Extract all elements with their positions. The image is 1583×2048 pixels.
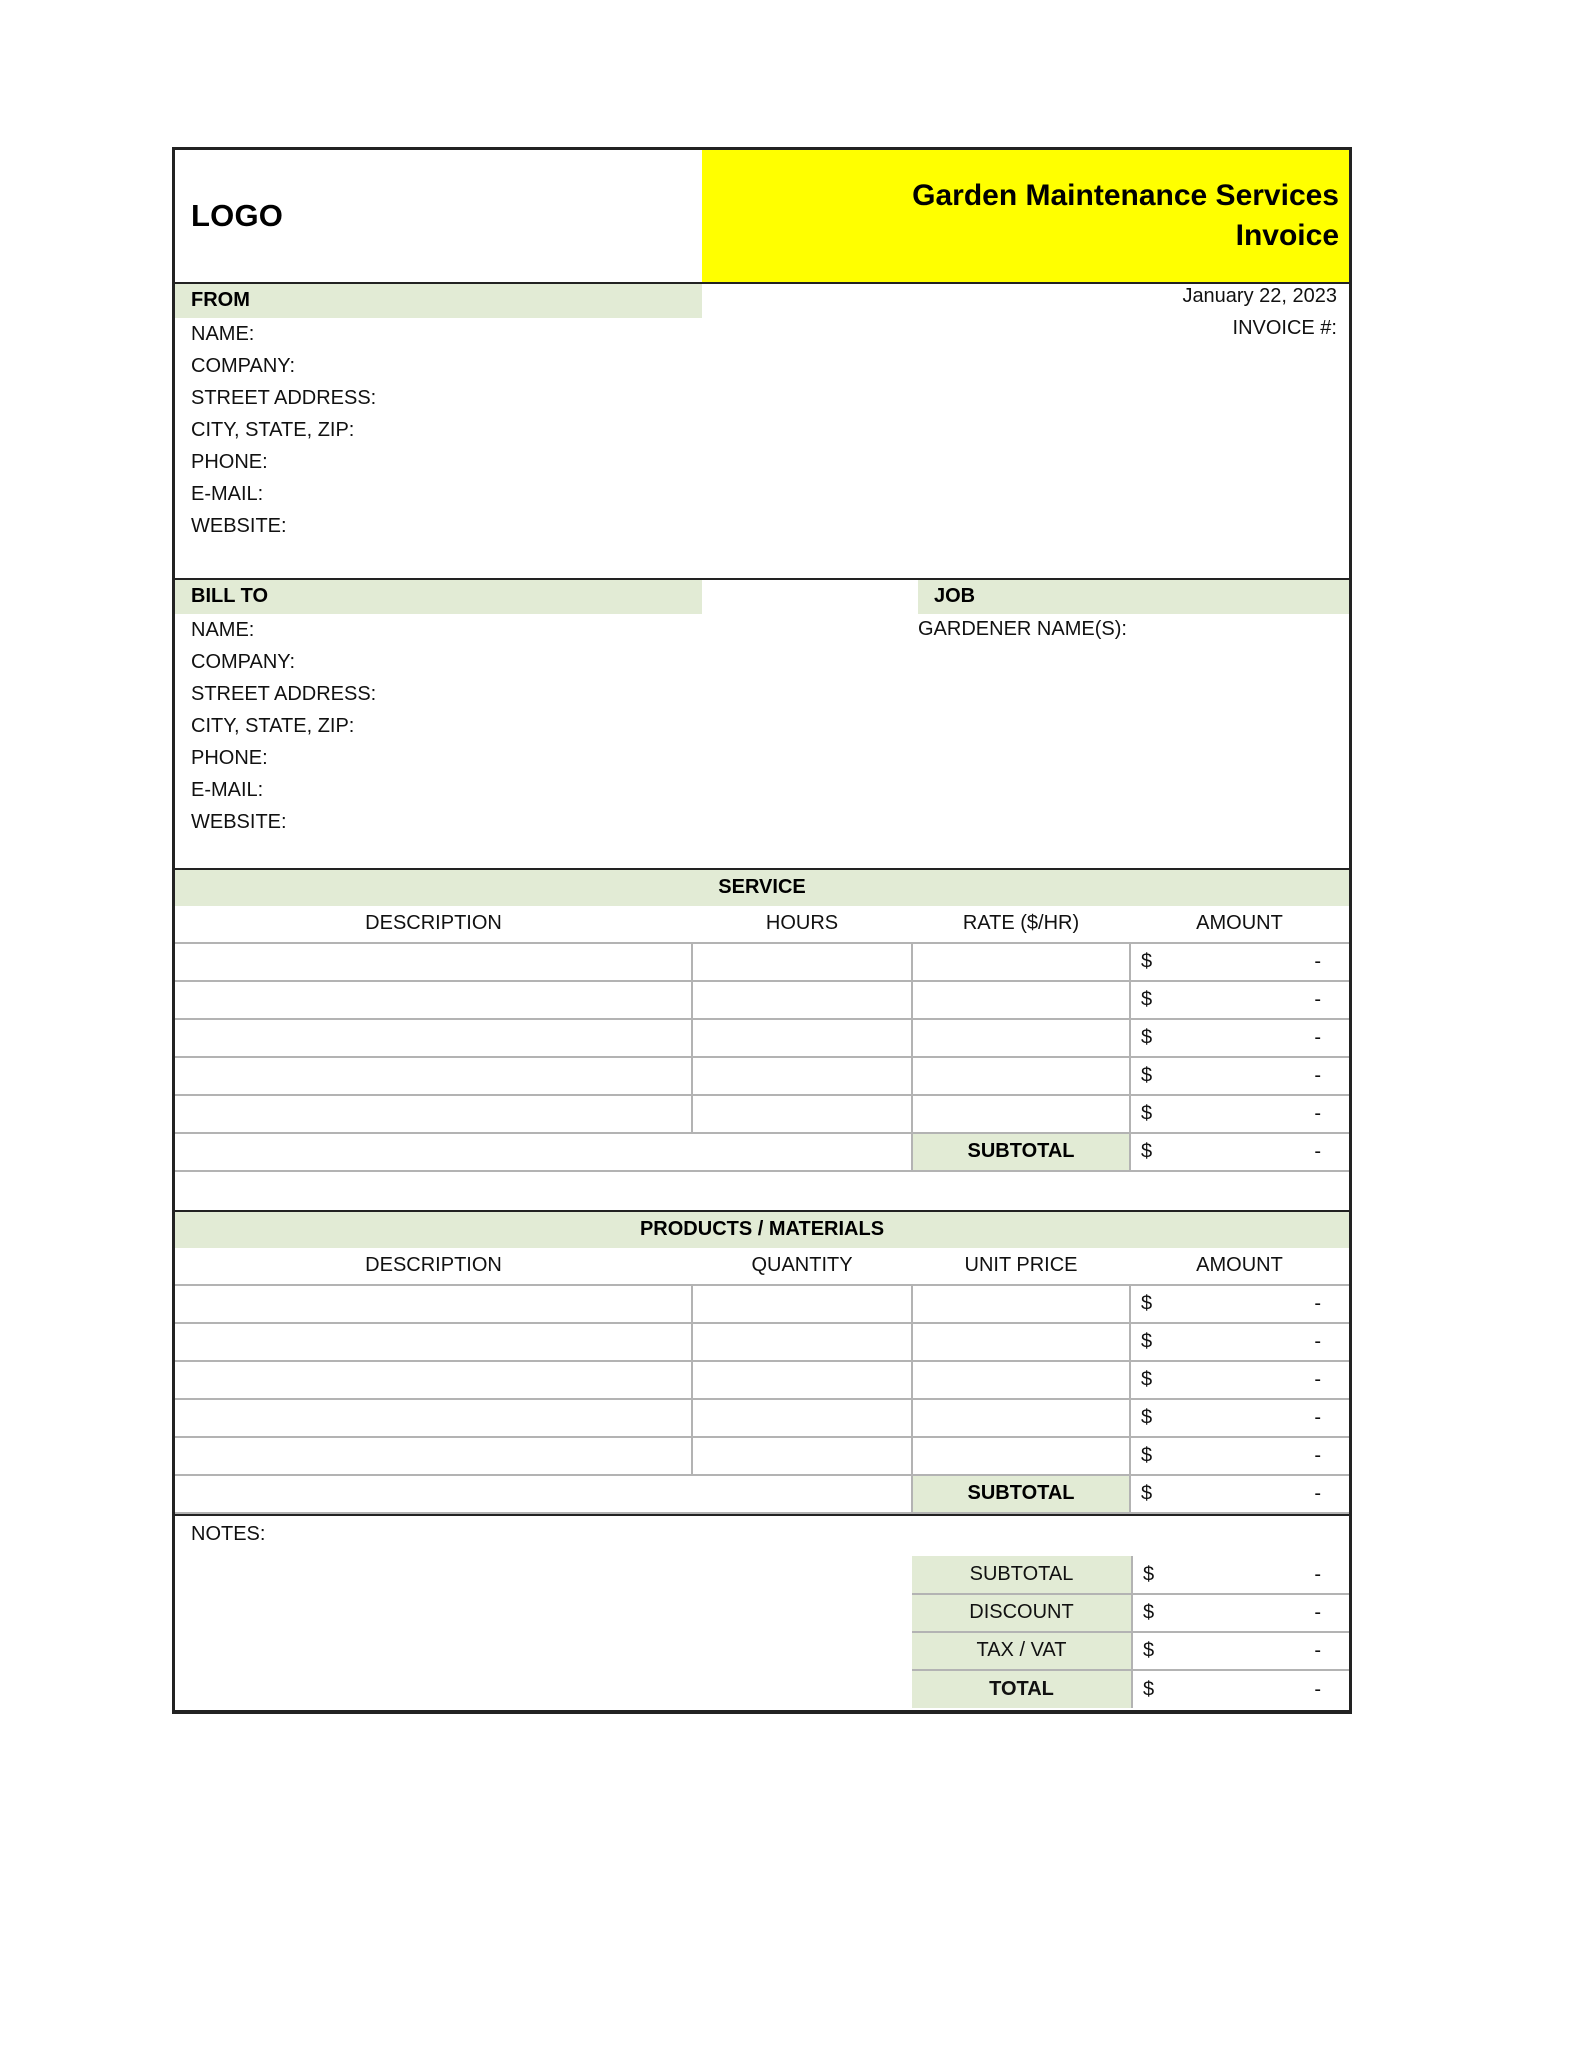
from-field-name[interactable]: NAME: [191,323,255,345]
products-col-quantity: QUANTITY [692,1248,912,1285]
currency-symbol: $ [1141,1406,1153,1429]
from-field-phone[interactable]: PHONE: [191,451,268,473]
products-col-description: DESCRIPTION [175,1248,692,1285]
totals-label-subtotal: SUBTOTAL [912,1556,1132,1594]
currency-symbol: $ [1141,1330,1153,1353]
table-row[interactable] [175,943,1349,981]
amount-value: - [1314,1406,1322,1429]
products-cell-amount [1130,1323,1349,1361]
invoice-date: January 22, 2023 [1182,285,1337,307]
invoice-meta [1182,280,1337,344]
table-row[interactable] [175,1285,1349,1323]
amount-value: - [1314,1563,1321,1585]
amount-value: - [1314,950,1322,973]
document-type-title: Invoice [1235,219,1339,252]
products-cell-description[interactable] [175,1437,692,1475]
table-row[interactable] [175,1057,1349,1095]
products-subtotal-amount [1130,1475,1349,1513]
products-cell-unit-price[interactable] [912,1285,1130,1323]
service-cell-hours[interactable] [692,1019,912,1057]
service-cell-rate[interactable] [912,1057,1130,1095]
products-cell-quantity[interactable] [692,1437,912,1475]
table-row[interactable] [175,1095,1349,1133]
invoice-header [175,150,1349,284]
totals-amount-tax-vat [1132,1632,1349,1670]
service-cell-description[interactable] [175,943,692,981]
logo-placeholder[interactable]: LOGO [191,198,284,233]
table-row[interactable] [175,981,1349,1019]
products-cell-description[interactable] [175,1285,692,1323]
products-section-title-row [175,1212,1349,1248]
invoice-title-block [702,150,1349,282]
products-section-title: PRODUCTS / MATERIALS [175,1212,1349,1248]
products-column-header-row [175,1248,1349,1285]
amount-value: - [1314,1064,1322,1087]
bill-to-field-email[interactable]: E-MAIL: [191,779,264,801]
table-row[interactable] [175,1437,1349,1475]
products-subtotal-row [175,1475,1349,1513]
bill-to-bottom-spacer [175,838,1349,868]
products-cell-amount [1130,1399,1349,1437]
bill-to-field-city-state-zip[interactable]: CITY, STATE, ZIP: [191,715,355,737]
amount-value: - [1314,1292,1322,1315]
totals-row-total [912,1670,1349,1708]
totals-amount-total [1132,1670,1349,1708]
company-title: Garden Maintenance Services [912,179,1339,213]
currency-symbol: $ [1141,1064,1153,1087]
products-cell-quantity[interactable] [692,1399,912,1437]
from-field-email[interactable]: E-MAIL: [191,483,264,505]
products-cell-description[interactable] [175,1361,692,1399]
products-cell-quantity[interactable] [692,1323,912,1361]
currency-symbol: $ [1141,1102,1153,1125]
amount-value: - [1314,1368,1322,1391]
from-field-city-state-zip[interactable]: CITY, STATE, ZIP: [191,419,355,441]
currency-symbol: $ [1141,950,1153,973]
currency-symbol: $ [1143,1678,1155,1700]
products-cell-quantity[interactable] [692,1285,912,1323]
products-materials-table [175,1212,1349,1514]
amount-value: - [1314,1482,1322,1505]
currency-symbol: $ [1141,1482,1153,1505]
service-subtotal-row [175,1133,1349,1171]
bill-to-field-street-address[interactable]: STREET ADDRESS: [191,683,377,705]
totals-label-discount: DISCOUNT [912,1594,1132,1632]
service-cell-hours[interactable] [692,1057,912,1095]
products-cell-unit-price[interactable] [912,1323,1130,1361]
service-col-rate: RATE ($/HR) [912,906,1130,943]
service-cell-hours[interactable] [692,1095,912,1133]
currency-symbol: $ [1141,1368,1153,1391]
products-cell-amount [1130,1437,1349,1475]
service-col-description: DESCRIPTION [175,906,692,943]
amount-value: - [1314,1678,1321,1700]
products-cell-unit-price[interactable] [912,1361,1130,1399]
service-col-hours: HOURS [692,906,912,943]
service-col-amount: AMOUNT [1130,906,1349,943]
bill-to-field-company[interactable]: COMPANY: [191,651,296,673]
products-cell-amount [1130,1361,1349,1399]
amount-value: - [1314,1026,1322,1049]
totals-table [912,1556,1349,1708]
amount-value: - [1314,1102,1322,1125]
bill-to-body [175,614,1349,868]
table-row[interactable] [175,1399,1349,1437]
bill-to-job-band-gap [702,580,918,614]
service-subtotal-spacer [175,1133,912,1171]
from-band-row [175,284,1349,318]
totals-row-discount [912,1594,1349,1632]
notes-label[interactable]: NOTES: [191,1523,266,1545]
table-row[interactable] [175,1361,1349,1399]
currency-symbol: $ [1141,1292,1153,1315]
bill-to-field-website[interactable]: WEBSITE: [191,811,287,833]
totals-label-tax-vat: TAX / VAT [912,1632,1132,1670]
service-cell-rate[interactable] [912,1019,1130,1057]
service-cell-description[interactable] [175,1095,692,1133]
products-col-unit-price: UNIT PRICE [912,1248,1130,1285]
from-section [175,284,1349,580]
service-cell-amount [1130,1057,1349,1095]
products-cell-quantity[interactable] [692,1361,912,1399]
service-subtotal-label: SUBTOTAL [912,1133,1130,1171]
service-cell-hours[interactable] [692,981,912,1019]
section-gap-cell [175,1171,1349,1211]
amount-value: - [1314,988,1322,1011]
from-field-street-address[interactable]: STREET ADDRESS: [191,387,377,409]
currency-symbol: $ [1141,988,1153,1011]
currency-symbol: $ [1141,1026,1153,1049]
products-cell-description[interactable] [175,1323,692,1361]
invoice-sheet [172,147,1352,1714]
notes-and-totals-section [175,1514,1349,1710]
service-cell-rate[interactable] [912,943,1130,981]
from-band-label: FROM [175,284,702,318]
from-field-company[interactable]: COMPANY: [191,355,296,377]
service-column-header-row [175,906,1349,943]
service-cell-amount [1130,943,1349,981]
service-cell-hours[interactable] [692,943,912,981]
totals-row-subtotal [912,1556,1349,1594]
bill-to-field-phone[interactable]: PHONE: [191,747,268,769]
service-section-title-row [175,870,1349,906]
products-cell-unit-price[interactable] [912,1437,1130,1475]
products-subtotal-spacer [175,1475,912,1513]
products-subtotal-label: SUBTOTAL [912,1475,1130,1513]
bill-to-band-label: BILL TO [175,580,702,614]
totals-label-total: TOTAL [912,1670,1132,1708]
table-row[interactable] [175,1019,1349,1057]
amount-value: - [1314,1639,1321,1662]
service-subtotal-amount [1130,1133,1349,1171]
service-table [175,870,1349,1212]
bill-to-job-band-row [175,580,1349,614]
amount-value: - [1314,1444,1322,1467]
service-cell-rate[interactable] [912,1095,1130,1133]
bill-to-job-section [175,580,1349,870]
service-cell-amount [1130,1019,1349,1057]
section-gap-row [175,1171,1349,1211]
currency-symbol: $ [1141,1140,1153,1163]
service-cell-description[interactable] [175,1057,692,1095]
amount-value: - [1314,1140,1322,1163]
service-cell-description[interactable] [175,981,692,1019]
currency-symbol: $ [1141,1444,1153,1467]
job-band-label: JOB [918,580,1349,614]
products-cell-unit-price[interactable] [912,1399,1130,1437]
service-cell-description[interactable] [175,1019,692,1057]
totals-amount-discount [1132,1594,1349,1632]
totals-row-tax-vat [912,1632,1349,1670]
from-bottom-spacer [175,542,1349,578]
job-gardener-names-label[interactable]: GARDENER NAME(S): [918,618,1127,640]
table-row[interactable] [175,1323,1349,1361]
bill-to-field-name[interactable]: NAME: [191,619,255,641]
products-cell-amount [1130,1285,1349,1323]
service-cell-amount [1130,1095,1349,1133]
currency-symbol: $ [1143,1563,1155,1585]
products-cell-description[interactable] [175,1399,692,1437]
service-cell-rate[interactable] [912,981,1130,1019]
totals-amount-subtotal [1132,1556,1349,1594]
products-col-amount: AMOUNT [1130,1248,1349,1285]
amount-value: - [1314,1601,1321,1624]
currency-symbol: $ [1143,1639,1155,1662]
service-cell-amount [1130,981,1349,1019]
currency-symbol: $ [1143,1601,1155,1624]
from-field-website[interactable]: WEBSITE: [191,515,287,537]
service-section-title: SERVICE [175,870,1349,906]
amount-value: - [1314,1330,1322,1353]
invoice-number-label[interactable]: INVOICE #: [1232,317,1337,339]
